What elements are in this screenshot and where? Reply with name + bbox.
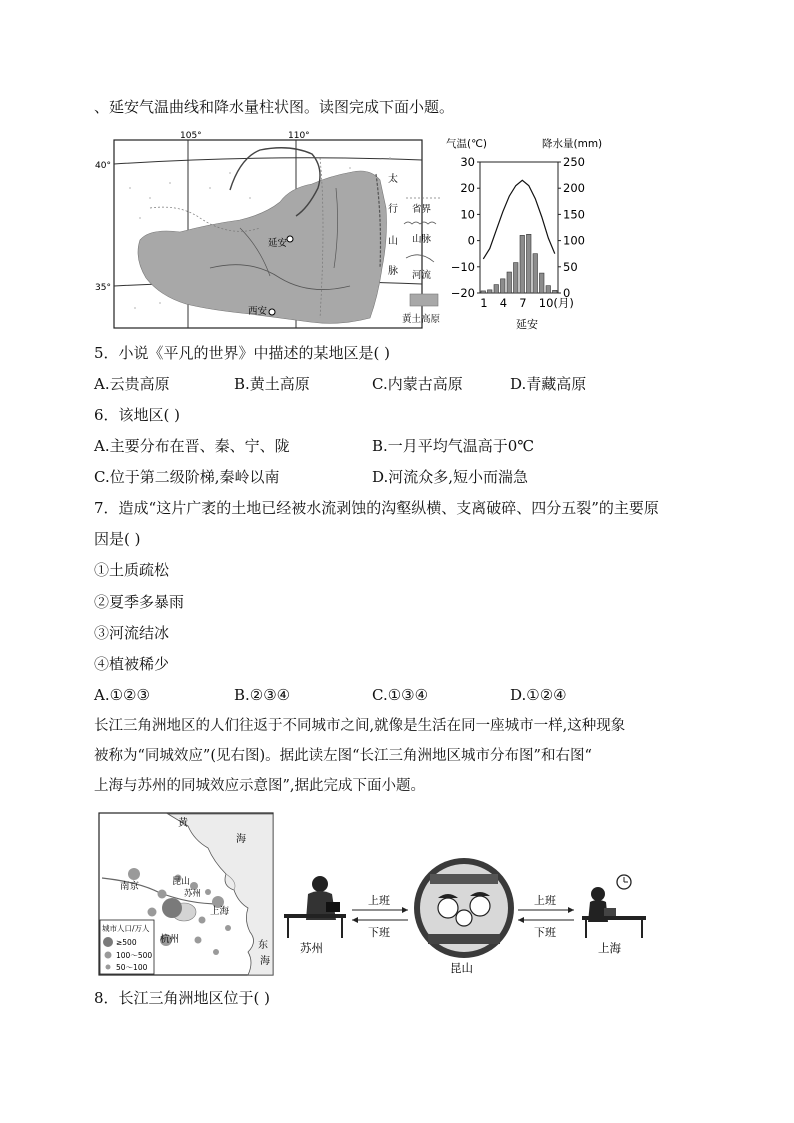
chart-caption: 延安: [516, 318, 538, 331]
q5-stem: 5．小说《平凡的世界》中描述的某地区是( ): [94, 344, 391, 362]
city-yanan-label: 延安: [268, 238, 288, 249]
intro2-line2: 被称为“同城效应”(见右图)。据此读左图“长江三角洲地区城市分布图”和右图“: [94, 748, 592, 764]
precip-tick-label: 50: [563, 259, 578, 274]
lat-40-label: 40°: [95, 161, 111, 171]
commute-illustration: [278, 850, 650, 980]
intro2-line1: 长江三角洲地区的人们往返于不同城市之间,就像是生活在同一座城市一样,这种现象: [94, 718, 626, 734]
map2-city-nanjing: 南京: [120, 881, 140, 892]
q8-stem: 8．长江三角洲地区位于( ): [94, 989, 271, 1007]
label-shanghai: 上海: [598, 941, 621, 955]
yangtze-delta-map: [98, 812, 274, 976]
kunshan-family-icon: [414, 858, 514, 958]
precip-bar: [481, 291, 486, 293]
city-xian-label: 西安: [248, 306, 268, 317]
map2-east-hai: 海: [260, 956, 270, 967]
q7-option-c[interactable]: C.①③④: [372, 686, 429, 704]
map2-east-dong: 东: [258, 940, 268, 951]
month-tick-label: 1: [480, 296, 488, 310]
q6-option-c[interactable]: C.位于第二级阶梯,秦岭以南: [94, 468, 280, 486]
intro2-line3: 上海与苏州的同城效应示意图”,据此完成下面小题。: [94, 778, 426, 794]
map2-legend-100-500: 100～500: [116, 951, 153, 960]
map2-city-hangzhou: 杭州: [160, 934, 180, 945]
map2-city-suzhou: 苏州: [184, 889, 202, 899]
map2-legend-500: ≥500: [116, 938, 137, 947]
chart-temp-title: 气温(℃): [446, 138, 487, 150]
q7-item-3: ③河流结冰: [94, 624, 170, 642]
label-suzhou: 苏州: [300, 941, 323, 955]
map2-sea-hai: 海: [236, 834, 246, 845]
q7-option-d[interactable]: D.①②④: [510, 686, 567, 704]
lon-110-label: 110°: [288, 131, 310, 141]
q7-item-4: ④植被稀少: [94, 655, 170, 673]
q7-stem-line1: 7．造成“这片广袤的土地已经被水流剥蚀的沟壑纵横、支离破碎、四分五裂”的主要原: [94, 499, 659, 517]
taihang-char-3: 山: [388, 236, 398, 247]
shanghai-worker-figure: [582, 875, 646, 938]
legend-plateau: 黄土高原: [402, 314, 441, 325]
chart-frame: [480, 162, 558, 293]
precip-tick-label: 150: [563, 207, 585, 222]
temp-tick-label: 0: [467, 233, 475, 248]
legend-mountain: 山脉: [412, 234, 432, 245]
precip-bar: [520, 235, 525, 293]
precip-bar: [507, 272, 512, 293]
temp-tick-label: 20: [460, 181, 475, 196]
map2-legend-50-100: 50～100: [116, 963, 148, 972]
lon-105-label: 105°: [180, 131, 202, 141]
map2-legend-title: 城市人口/万人: [102, 924, 150, 933]
climate-chart: [440, 130, 620, 335]
q7-item-1: ①土质疏松: [94, 561, 170, 579]
q5-option-b[interactable]: B.黄土高原: [234, 375, 310, 393]
left-go-work: 上班: [368, 894, 390, 907]
precip-tick-label: 100: [563, 233, 585, 248]
precip-tick-label: 250: [563, 155, 585, 169]
precip-bar: [494, 285, 499, 293]
precip-bar: [527, 234, 532, 293]
left-off-work: 下班: [368, 926, 390, 939]
month-tick-label: 7: [519, 296, 527, 310]
precip-bar: [488, 290, 493, 293]
month-tick-label: 4: [499, 296, 508, 310]
month-tick-label: 10(月): [538, 296, 574, 310]
suzhou-worker-figure: [284, 876, 346, 938]
precip-bar: [514, 263, 519, 293]
taihang-char-4: 脉: [388, 266, 398, 277]
loess-plateau-map: [90, 128, 450, 333]
q5-option-c[interactable]: C.内蒙古高原: [372, 375, 463, 393]
precip-bar: [546, 286, 551, 293]
temp-tick-label: 30: [460, 155, 475, 169]
precip-tick-label: 200: [563, 181, 585, 196]
temp-tick-label: 10: [460, 207, 475, 222]
q5-option-a[interactable]: A.云贵高原: [94, 375, 170, 393]
map2-city-kunshan: 昆山: [172, 877, 191, 887]
q7-option-b[interactable]: B.②③④: [234, 686, 291, 704]
q7-stem-line2: 因是( ): [94, 530, 141, 548]
legend-river: 河流: [412, 270, 432, 281]
precip-tick-label: 0: [563, 286, 571, 300]
q6-stem: 6．该地区( ): [94, 406, 181, 424]
chart-plot-area: [451, 155, 585, 310]
lat-35-label: 35°: [95, 283, 111, 293]
q6-option-d[interactable]: D.河流众多,短小而湍急: [372, 468, 529, 486]
precip-bar: [501, 279, 506, 293]
q6-option-a[interactable]: A.主要分布在晋、秦、宁、陇: [94, 437, 290, 455]
right-off-work: 下班: [534, 926, 556, 939]
q5-option-d[interactable]: D.青藏高原: [510, 375, 587, 393]
legend-boundary: 省界: [412, 204, 432, 215]
right-go-work: 上班: [534, 894, 556, 907]
taihang-char-1: 太: [388, 174, 398, 185]
map2-sea-huang: 黄: [178, 818, 188, 829]
precip-bar: [553, 290, 558, 293]
label-kunshan: 昆山: [450, 961, 473, 975]
taihang-char-2: 行: [388, 204, 398, 215]
intro-text: 、延安气温曲线和降水量柱状图。读图完成下面小题。: [94, 98, 455, 116]
chart-precip-title: 降水量(mm): [542, 138, 603, 150]
precip-bar: [533, 254, 538, 293]
temp-tick-label: −20: [450, 286, 475, 300]
q6-option-b[interactable]: B.一月平均气温高于0℃: [372, 437, 535, 455]
map2-city-shanghai: 上海: [210, 906, 230, 917]
precip-bar: [540, 273, 545, 293]
q7-option-a[interactable]: A.①②③: [94, 686, 150, 704]
temp-tick-label: −10: [450, 259, 475, 274]
temperature-line: [483, 180, 555, 259]
q7-item-2: ②夏季多暴雨: [94, 593, 185, 611]
